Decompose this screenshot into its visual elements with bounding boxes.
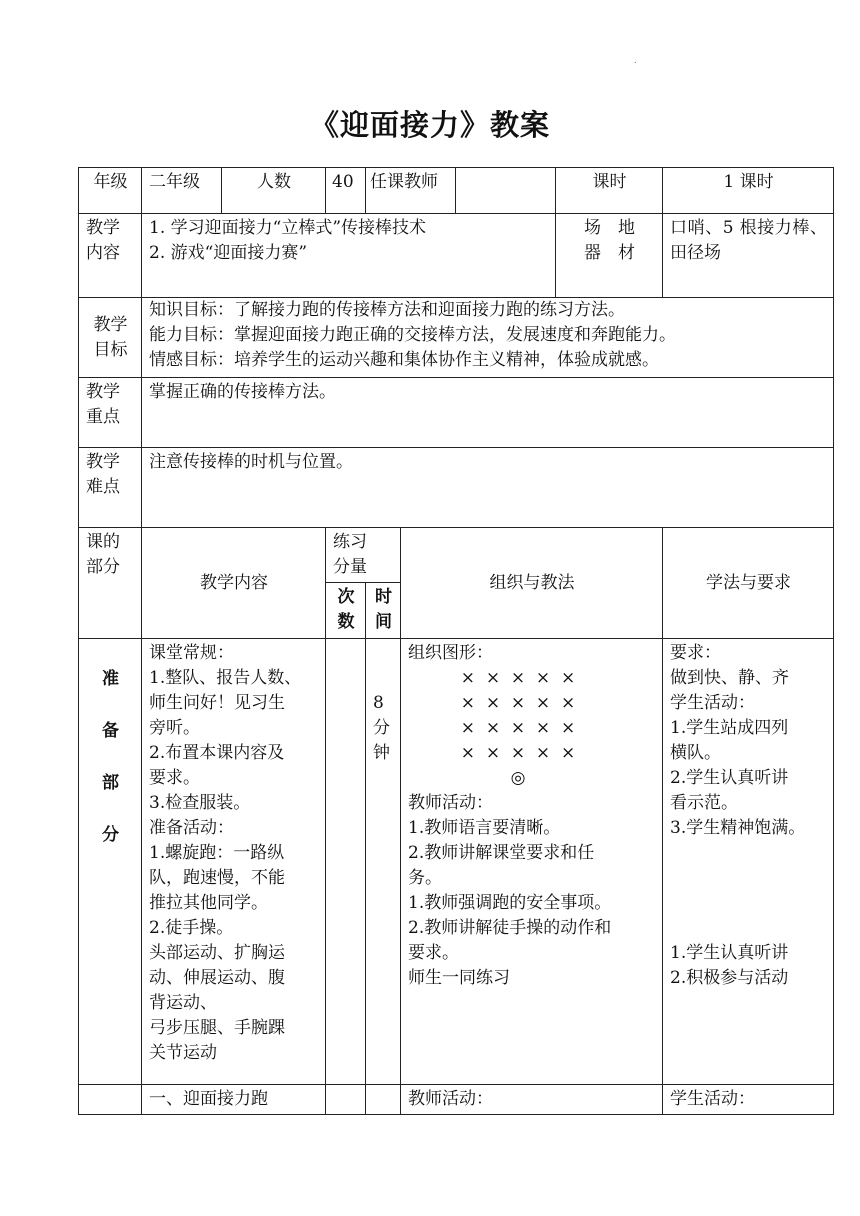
part-header: 课的 部分: [79, 528, 142, 639]
prep-content: 课堂常规： 1.整队、报告人数、 师生问好！见习生 旁听。 2.布置本课内容及 要求。 3.检查服装。 准备活动： 1.螺旋跑：一路纵 队，跑速慢，不能 推拉其他同学。 2.徒手操。 头部运动、扩胸运 动、伸展运动、腹 背运动、 弓步压腿、手腕踝 关节运动: [142, 639, 326, 1085]
prep-row: [79, 639, 834, 1085]
formation-row: × × × × ×: [460, 693, 576, 713]
prep-requirement: 要求： 做到快、静、齐 学生活动： 1.学生站成四列 横队。 2.学生认真听讲 看示范。 3.学生精神饱满。 1.学生认真听讲 2.积极参与活动: [663, 639, 834, 1085]
key-point-row: [79, 378, 834, 448]
goals-text: [142, 298, 834, 378]
page-title: 《迎面接力》教案: [309, 108, 550, 142]
formation-title: 组织图形：: [408, 643, 493, 663]
formation-row: × × × × ×: [460, 718, 576, 738]
prep-times: [326, 639, 366, 1085]
goal-ability: 能力目标：掌握迎面接力跑正确的交接棒方法，发展速度和奔跑能力。: [149, 325, 676, 345]
amount-header: 练习 分量: [326, 528, 401, 583]
grade-label: 年级: [79, 168, 142, 214]
venue-label: 场 地 器 材: [556, 214, 663, 298]
next-requirement: 学生活动：: [663, 1085, 834, 1115]
key-point-text: 掌握正确的传接棒方法。: [142, 378, 834, 448]
content-header: 教学内容: [142, 528, 326, 639]
next-method: 教师活动：: [401, 1085, 663, 1115]
count-value: 40: [326, 168, 366, 214]
content-row: [79, 214, 834, 298]
period-value: 1 课时: [663, 168, 834, 214]
key-point-label: 教学 重点: [79, 378, 142, 448]
requirement-header: 学法与要求: [663, 528, 834, 639]
next-row: [79, 1085, 834, 1115]
prep-section-label: 准 备 部 分: [79, 639, 142, 1085]
content-line-1: 1. 学习迎面接力“立棒式”传接棒技术: [149, 218, 427, 238]
corner-mark: .: [634, 56, 637, 65]
count-label: 人数: [222, 168, 326, 214]
formation-row: × × × × ×: [460, 743, 576, 763]
venue-value: 口哨、5 根接力棒、田径场: [663, 214, 834, 298]
next-time: [366, 1085, 401, 1115]
grade-value: 二年级: [142, 168, 222, 214]
next-content: 一、迎面接力跑: [142, 1085, 326, 1115]
goals-label: 教学 目标: [79, 298, 142, 378]
method-header: 组织与教法: [401, 528, 663, 639]
header-row: [79, 168, 834, 214]
content-line-2: 2. 游戏“迎面接力赛”: [149, 243, 308, 263]
lesson-plan-table: [78, 167, 834, 1115]
column-header-row: [79, 528, 834, 583]
time-header: 时 间: [366, 583, 401, 639]
next-times: [326, 1085, 366, 1115]
content-text: [142, 214, 556, 298]
teacher-value: [456, 168, 556, 214]
goals-row: [79, 298, 834, 378]
teacher-position-icon: ◎: [510, 768, 526, 788]
prep-method: 组织图形： × × × × × × × × × × × × × × × × × × × × ◎ 教师活动： 1.教师语言要清晰。 2.教师讲解课堂要求和任 务。 1.教师强调跑的安全事项。 2.教师讲解徒手操的动作和 要求。 师生一同练习: [401, 639, 663, 1085]
period-label: 课时: [556, 168, 663, 214]
next-part: [79, 1085, 142, 1115]
content-label: 教学 内容: [79, 214, 142, 298]
goal-knowledge: 知识目标：了解接力跑的传接棒方法和迎面接力跑的练习方法。: [149, 300, 625, 320]
goal-emotion: 情感目标：培养学生的运动兴趣和集体协作主义精神，体验成就感。: [149, 350, 659, 370]
difficulty-text: 注意传接棒的时机与位置。: [142, 448, 834, 528]
prep-time: 8 分 钟: [366, 639, 401, 1085]
formation-row: × × × × ×: [460, 668, 576, 688]
times-header: 次 数: [326, 583, 366, 639]
difficulty-row: [79, 448, 834, 528]
difficulty-label: 教学 难点: [79, 448, 142, 528]
teacher-label: 任课教师: [366, 168, 456, 214]
